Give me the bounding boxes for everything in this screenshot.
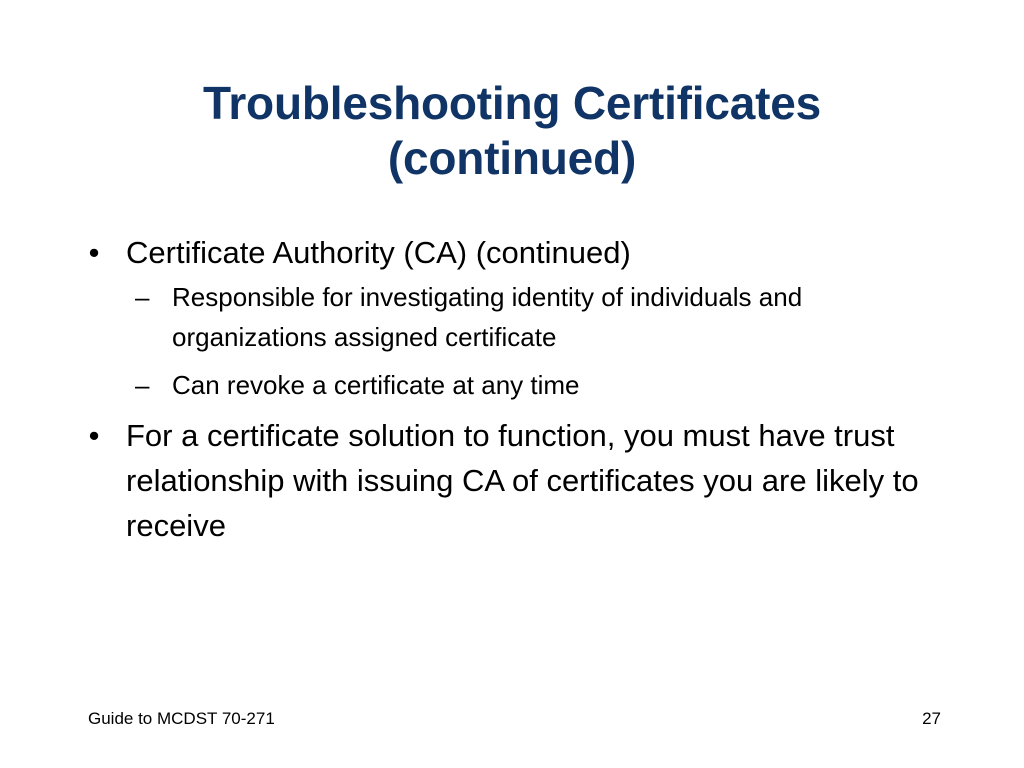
bullet-marker: •	[88, 235, 100, 270]
subbullet-text: Can revoke a certificate at any time	[172, 370, 580, 400]
bullet-text: Certificate Authority (CA) (continued)	[126, 235, 631, 270]
bullet-marker: •	[88, 418, 100, 453]
subbullet-text: Responsible for investigating identity of individuals and organizations assigned certificate	[172, 282, 803, 352]
bullet-text: For a certificate solution to function, you must have trust relationship with issuing CA of certificates you are likely to receive	[126, 418, 919, 543]
dash-marker: –	[135, 370, 150, 400]
title-line-1: Troubleshooting Certificates	[202, 77, 822, 129]
bullet-item-certificate-authority	[84, 230, 964, 275]
title-line-2: (continued)	[387, 132, 637, 184]
subbullet-item-revoke	[127, 365, 964, 405]
dash-marker: –	[135, 282, 150, 312]
footer-title: Guide to MCDST 70-271	[88, 709, 275, 728]
slide-content	[84, 230, 964, 550]
bullet-item-trust-relationship	[84, 413, 964, 548]
page-number: 27	[922, 709, 941, 728]
subbullet-item-responsibility	[127, 277, 964, 357]
slide-title	[60, 76, 964, 186]
